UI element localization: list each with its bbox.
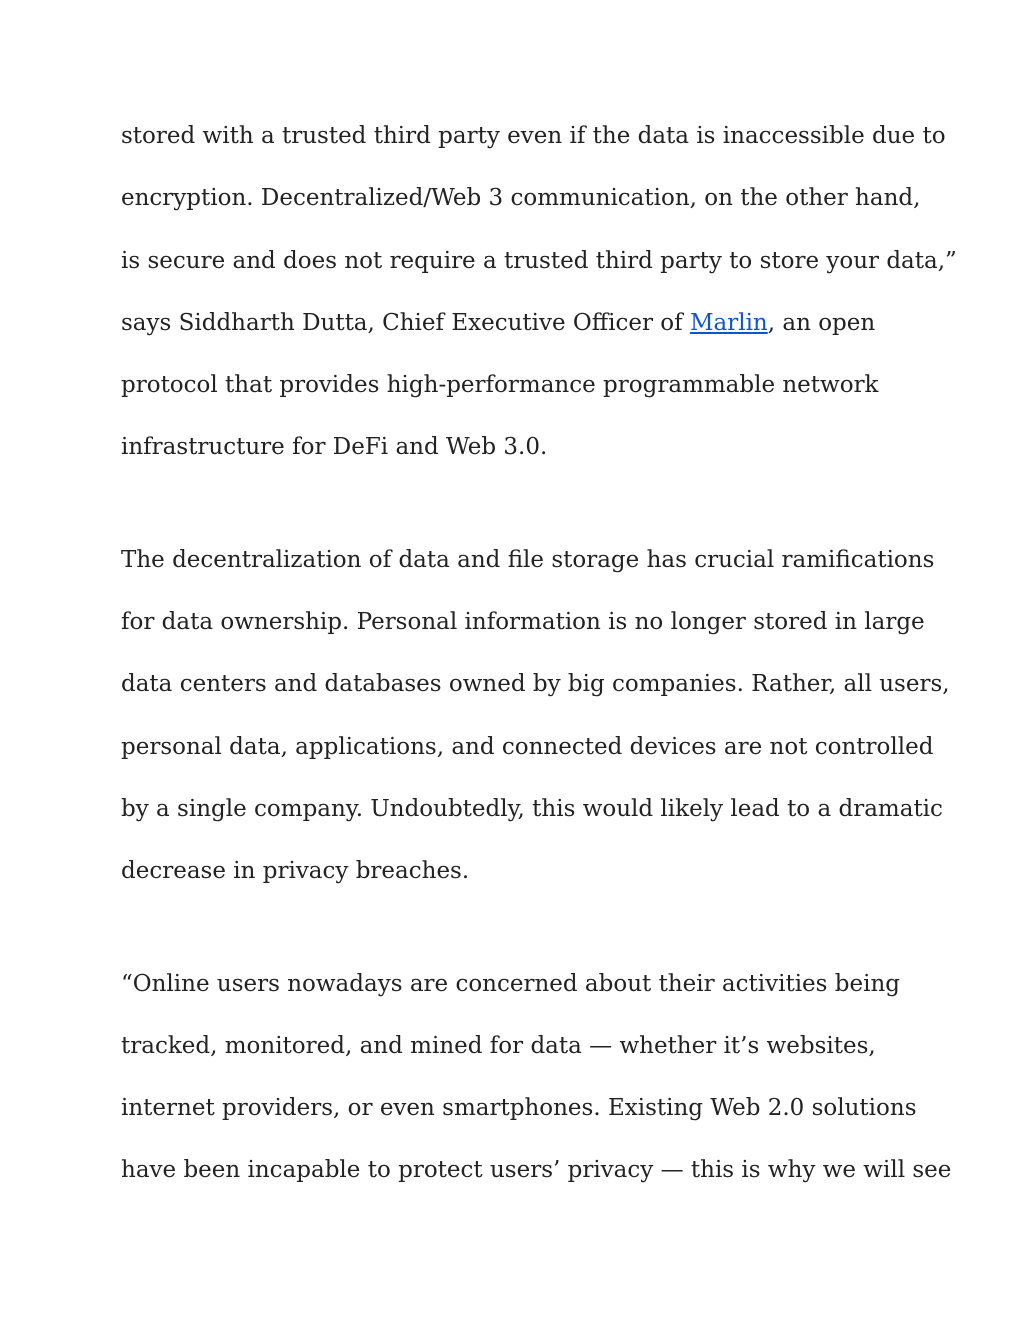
text-line: encryption. Decentralized/Web 3 communication, on the other hand, bbox=[121, 185, 921, 212]
text-line: infrastructure for DeFi and Web 3.0. bbox=[121, 434, 548, 461]
paragraph-gap bbox=[121, 479, 921, 529]
text-line-after-link: , an open bbox=[767, 309, 876, 336]
text-line-before-link: says Siddharth Dutta, Chief Executive Officer of bbox=[121, 309, 690, 336]
text-line: internet providers, or even smartphones. Existing Web 2.0 solutions bbox=[121, 1095, 917, 1122]
text-line: is secure and does not require a trusted third party to store your data,” bbox=[121, 247, 957, 274]
paragraph-1 bbox=[121, 105, 957, 479]
paragraph-2 bbox=[121, 529, 950, 903]
text-line: decrease in privacy breaches. bbox=[121, 858, 470, 885]
text-line: by a single company. Undoubtedly, this would likely lead to a dramatic bbox=[121, 795, 943, 822]
text-line: data centers and databases owned by big companies. Rather, all users, bbox=[121, 671, 950, 698]
text-line: The decentralization of data and file storage has crucial ramifications bbox=[121, 546, 935, 573]
text-line: personal data, applications, and connected devices are not controlled bbox=[121, 733, 934, 760]
text-line-with-link bbox=[121, 292, 921, 354]
paragraph-gap bbox=[121, 903, 921, 953]
marlin-link[interactable]: Marlin bbox=[689, 309, 768, 336]
document-page bbox=[121, 105, 957, 1202]
paragraph-3 bbox=[121, 953, 952, 1202]
text-line: stored with a trusted third party even if the data is inaccessible due to bbox=[121, 123, 946, 149]
text-line: “Online users nowadays are concerned about their activities being bbox=[121, 970, 901, 997]
text-line: have been incapable to protect users’ privacy — this is why we will see bbox=[121, 1157, 952, 1184]
text-line: protocol that provides high-performance programmable network bbox=[121, 372, 879, 399]
text-line: tracked, monitored, and mined for data — whether it’s websites, bbox=[121, 1032, 876, 1059]
text-line: for data ownership. Personal information is no longer stored in large bbox=[121, 609, 925, 636]
